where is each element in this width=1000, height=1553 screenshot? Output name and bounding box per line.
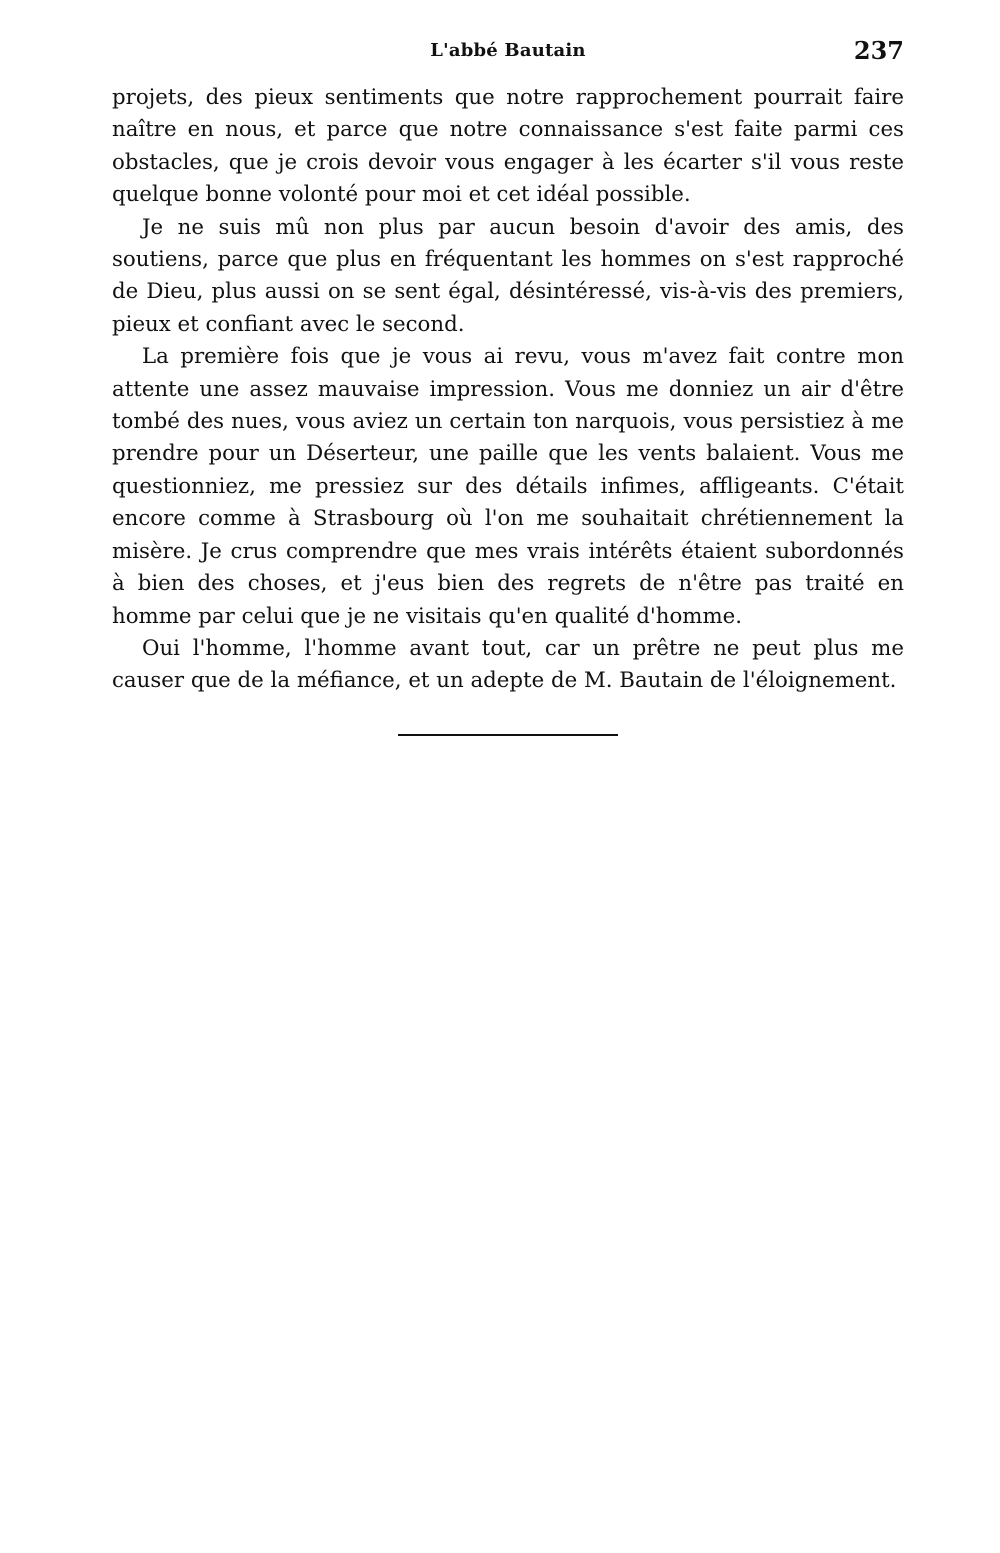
body-text bbox=[112, 82, 904, 698]
running-head bbox=[112, 34, 904, 74]
book-page bbox=[112, 34, 904, 698]
paragraph-1: projets, des pieux sentiments que notre rapprochement pourrait faire naître en nous, et parce que notre connaissance s'est faite parmi ces obstacles, que je crois devoir vous engager à les écarter s'il vous reste quelque bonne volonté pour moi et cet idéal possible. bbox=[112, 85, 904, 208]
paragraph-2: Je ne suis mû non plus par aucun besoin d'avoir des amis, des soutiens, parce que plus en fréquentant les hommes on s'est rapproché de Dieu, plus aussi on se sent égal, désintéressé, vis-à-vis des premiers, pieux et confiant avec le second. bbox=[112, 214, 904, 337]
paragraph-4: Oui l'homme, l'homme avant tout, car un prêtre ne peut plus me causer que de la méfiance, et un adepte de M. Bautain de l'éloignement. bbox=[112, 635, 904, 694]
section-end-rule bbox=[398, 734, 618, 736]
paragraph-3: La première fois que je vous ai revu, vous m'avez fait contre mon attente une assez mauvaise impression. Vous me donniez un air d'être tombé des nues, vous aviez un certain ton narquois, vous persistiez à me prendre pour un Déserteur, une paille que les vents balaient. Vous me questionniez, me pressiez sur des détails infimes, affligeants. C'était encore comme à Strasbourg où l'on me souhaitait chrétiennement la misère. Je crus comprendre que mes vrais intérêts étaient subordonnés à bien des choses, et j'eus bien des regrets de n'être pas traité en homme par celui que je ne visitais qu'en qualité d'homme. bbox=[112, 344, 904, 629]
page-number: 237 bbox=[853, 36, 904, 65]
running-title: L'abbé Bautain bbox=[430, 40, 586, 61]
